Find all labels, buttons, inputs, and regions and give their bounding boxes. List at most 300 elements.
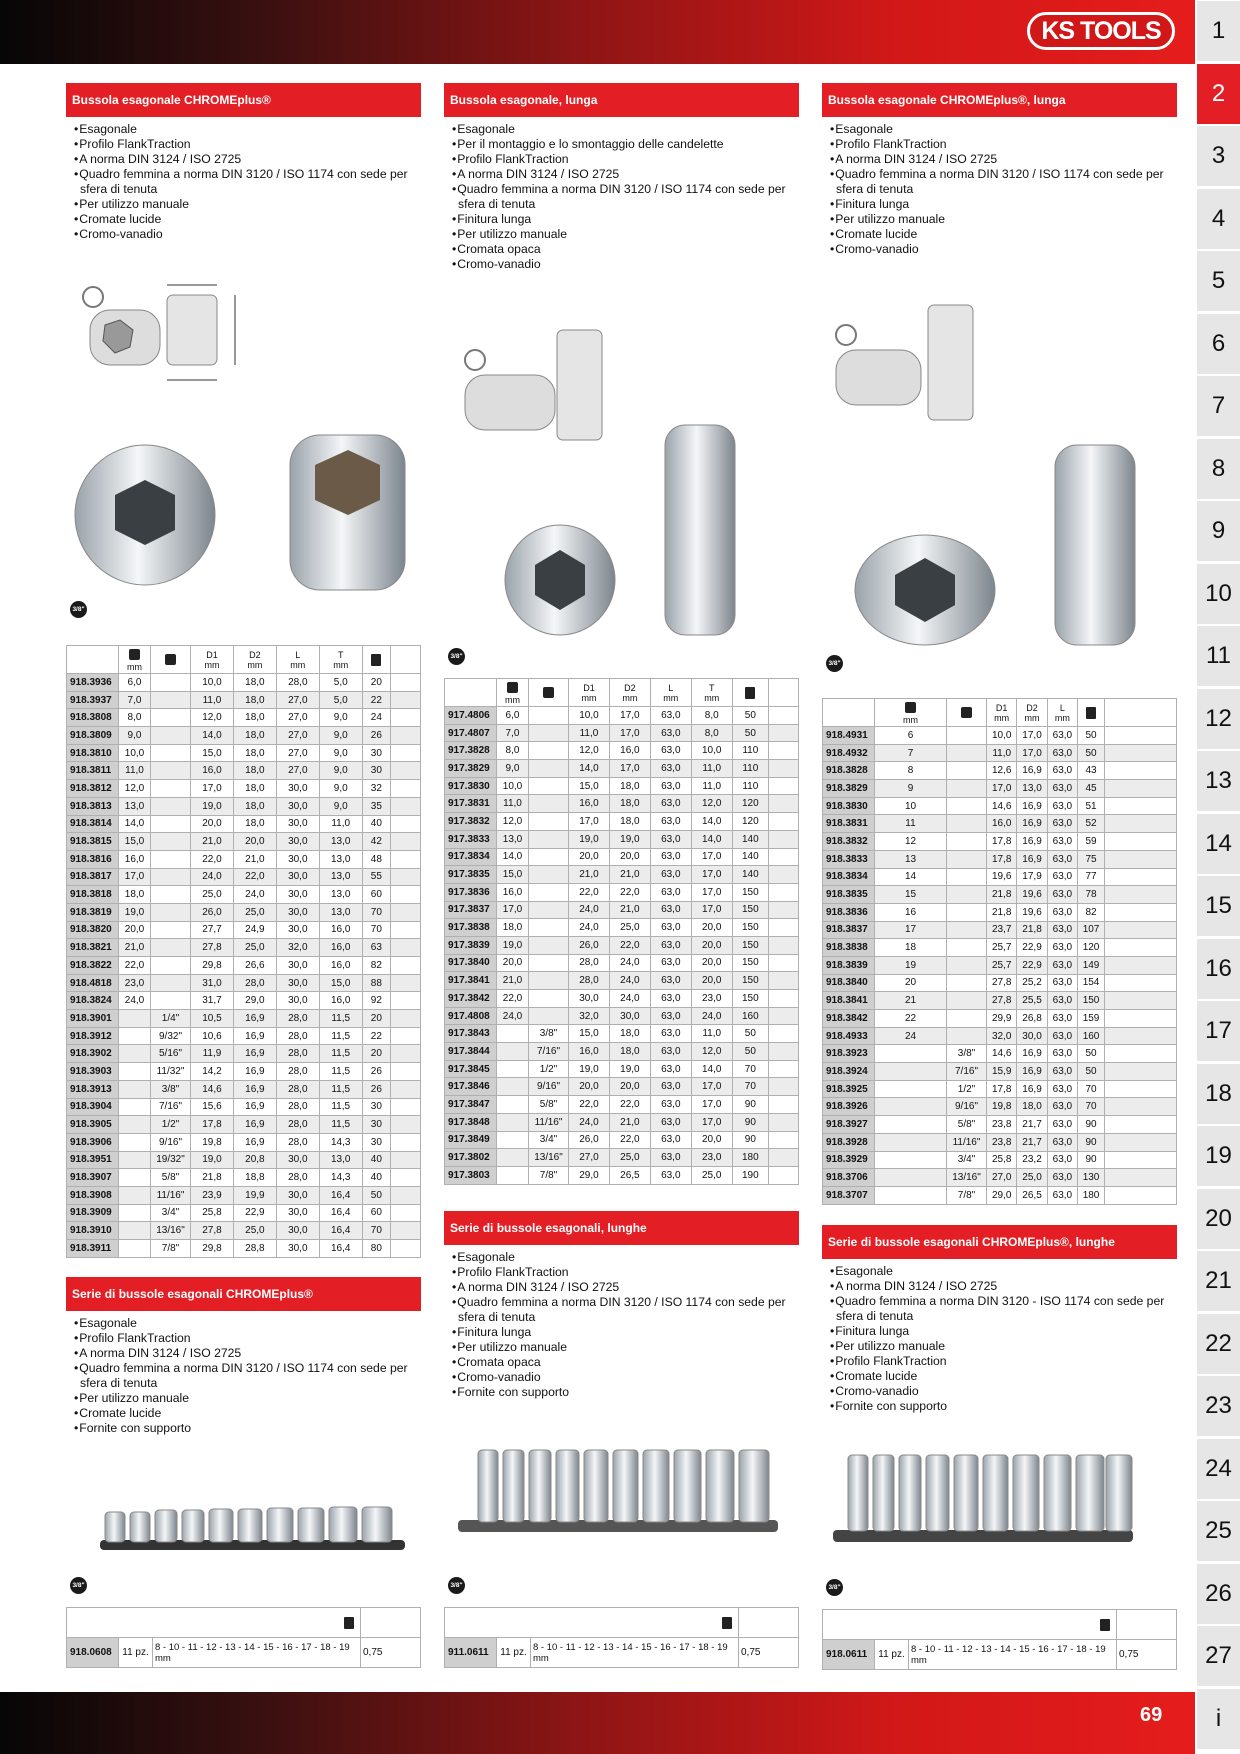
table-cell: 7 (875, 744, 947, 762)
table-row (67, 974, 421, 992)
table-cell: 24,0 (497, 1007, 529, 1025)
table-cell: 20,0 (691, 919, 732, 937)
table-cell: 27,8 (987, 974, 1017, 992)
chapter-tab-27[interactable]: 27 (1197, 1626, 1240, 1686)
table-cell: 160 (1078, 1027, 1105, 1045)
table-cell: 13,0 (319, 833, 362, 851)
empty-cell (391, 1116, 421, 1134)
feature-item: • Cromo-vanadio (450, 1370, 799, 1385)
empty-cell (391, 797, 421, 815)
table-row (823, 1151, 1177, 1169)
article-code: 918.3836 (823, 903, 875, 921)
table-cell: 27,0 (276, 691, 319, 709)
table-cell: 63,0 (1047, 1080, 1077, 1098)
table-row (445, 972, 799, 990)
table-cell: 30,0 (276, 833, 319, 851)
chapter-tab-16[interactable]: 16 (1197, 939, 1240, 999)
chapter-tab-18[interactable]: 18 (1197, 1064, 1240, 1124)
table-cell: 16,9 (233, 1010, 276, 1028)
article-code: 917.3847 (445, 1096, 497, 1114)
chapter-tab-11[interactable]: 11 (1197, 626, 1240, 686)
table-cell: 15,6 (191, 1098, 234, 1116)
table-row (67, 1010, 421, 1028)
article-code: 918.3907 (67, 1169, 119, 1187)
table-cell: 18,0 (233, 727, 276, 745)
table-cell: 18,0 (233, 780, 276, 798)
table-cell: 18,0 (119, 886, 151, 904)
table-cell (947, 1010, 987, 1028)
table-cell: 14,0 (691, 813, 732, 831)
table-cell: 20,0 (119, 921, 151, 939)
table-cell: 22,0 (569, 883, 610, 901)
table-cell (529, 760, 569, 778)
table-cell: 25,7 (987, 939, 1017, 957)
table-cell: 21,8 (191, 1169, 234, 1187)
table-row (67, 1116, 421, 1134)
table-cell: 29,0 (233, 992, 276, 1010)
table-cell: 19,6 (987, 868, 1017, 886)
table-cell: 50 (1078, 1045, 1105, 1063)
table-cell: 8,0 (119, 709, 151, 727)
feature-list (822, 122, 1177, 257)
feature-item: • Per utilizzo manuale (450, 1340, 799, 1355)
table-cell: 63,0 (1047, 886, 1077, 904)
table-row (445, 1131, 799, 1149)
table-cell: 78 (1078, 886, 1105, 904)
set-code: 918.0611 (823, 1640, 875, 1670)
feature-item: • Per utilizzo manuale (72, 1391, 421, 1406)
table-row (445, 1096, 799, 1114)
table-cell: 27,0 (276, 762, 319, 780)
empty-cell (769, 1025, 799, 1043)
table-cell: 9/32" (151, 1027, 191, 1045)
table-cell: 26,5 (1017, 1186, 1047, 1204)
chapter-tab-5[interactable]: 5 (1197, 251, 1240, 311)
article-code: 918.4933 (823, 1027, 875, 1045)
table-cell: 24 (875, 1027, 947, 1045)
empty-cell (391, 1204, 421, 1222)
table-cell: 7/8" (151, 1240, 191, 1258)
table-cell: 160 (732, 1007, 768, 1025)
chapter-tab-22[interactable]: 22 (1197, 1314, 1240, 1374)
table-cell: 27,0 (987, 1169, 1017, 1187)
table-cell: 17,0 (609, 707, 650, 725)
feature-item: • A norma DIN 3124 / ISO 2725 (72, 152, 421, 167)
table-cell: 42 (362, 833, 390, 851)
article-code: 917.4807 (445, 724, 497, 742)
empty-cell (1105, 1080, 1177, 1098)
table-row (823, 833, 1177, 851)
table-cell: 11,0 (691, 760, 732, 778)
chapter-tab-7[interactable]: 7 (1197, 376, 1240, 436)
table-cell: 20,0 (691, 954, 732, 972)
table-cell (875, 1080, 947, 1098)
table-row (823, 780, 1177, 798)
socket-set-photo (833, 1450, 1133, 1550)
table-cell: 19 (875, 956, 947, 974)
article-code: 918.3819 (67, 903, 119, 921)
table-cell (151, 903, 191, 921)
article-code: 917.3845 (445, 1060, 497, 1078)
table-cell: 10,0 (691, 742, 732, 760)
article-code: 918.3924 (823, 1063, 875, 1081)
article-code: 918.3818 (67, 886, 119, 904)
table-cell: 63,0 (650, 919, 691, 937)
table-cell: 17,8 (191, 1116, 234, 1134)
chapter-tab-24[interactable]: 24 (1197, 1439, 1240, 1499)
article-code: 918.3923 (823, 1045, 875, 1063)
table-cell: 12,0 (497, 813, 529, 831)
empty-cell (1105, 974, 1177, 992)
table-cell (947, 727, 987, 745)
table-cell: 50 (1078, 1063, 1105, 1081)
table-cell (119, 1045, 151, 1063)
table-cell: 21,0 (569, 866, 610, 884)
table-cell: 150 (732, 901, 768, 919)
table-cell: 70 (732, 1078, 768, 1096)
article-code: 917.3846 (445, 1078, 497, 1096)
article-code: 918.3834 (823, 868, 875, 886)
article-code: 918.3832 (823, 833, 875, 851)
article-code: 917.3833 (445, 830, 497, 848)
table-cell: 26 (362, 1080, 390, 1098)
table-cell: 17 (875, 921, 947, 939)
article-code: 917.3840 (445, 954, 497, 972)
table-cell (497, 1113, 529, 1131)
table-cell: 24,0 (569, 901, 610, 919)
empty-cell (1105, 1063, 1177, 1081)
article-code: 918.3837 (823, 921, 875, 939)
top-banner (0, 0, 1195, 64)
empty-cell (391, 1080, 421, 1098)
table-cell: 17,0 (1017, 727, 1047, 745)
section-title: Bussola esagonale CHROMEplus®, lunga (822, 83, 1177, 117)
table-cell: 21,0 (233, 850, 276, 868)
table-cell: 17,0 (609, 760, 650, 778)
chapter-tab-4[interactable]: 4 (1197, 189, 1240, 249)
table-cell: 18,0 (609, 1025, 650, 1043)
table-cell: 16,9 (1017, 1045, 1047, 1063)
product-table: mm D1 mm D2 mm L mm T mm 918.3936 6,0 10,0 18,0 28,0 5,0 20 918.3937 7,0 11,0 18,0 27,0 5,0 22 918.3808 8,0 12,0 18,0 27,0 9,0 24 918.3809 9,0 14,0 18,0 27,0 9,0 26 918.3810 10,0 15,0 18,0 27,0 9,0 30 918.3811 11,0 16,0 18,0 27,0 9,0 30 918.3812 12,0 17,0 18,0 30,0 9,0 32 918.3813 13,0 19,0 18,0 30,0 9,0 35 918.3814 14,0 20,0 18,0 30,0 11,0 40 918.3815 15,0 21,0 20,0 30,0 13,0 42 918.3816 16,0 22,0 21,0 30,0 13,0 48 918.3817 17,0 24,0 22,0 30,0 13,0 55 918.3818 18,0 25,0 24,0 30,0 13,0 60 918.3819 19,0 26,0 25,0 30,0 13,0 70 918.3820 20,0 27,7 24,9 30,0 16,0 70 918.3821 21,0 27,8 25,0 32,0 16,0 63 918.3822 22,0 29,8 26,6 30,0 16,0 82 918.4818 23,0 31,0 28,0 30,0 15,0 88 918.3824 24,0 31,7 29,0 30,0 16,0 92 918.3901 1/4" 10,5 16,9 28,0 11,5 20 918.3912 9/32" 10,6 16,9 28,0 11,5 22 918.3902 5/16" 11,9 16,9 28,0 11,5 20 918.3903 11/32" 14,2 16,9 28,0 11,5 26 918.3913 3/8" 14,6 16,9 28,0 11,5 26 918.3904 7/16" 15,6 16,9 28,0 11,5 30 918.3905 1/2" 17,8 16,9 28,0 11,5 30 918.3906 9/16" 19,8 16,9 28,0 14,3 30 918.3951 19/32" 19,0 20,8 30,0 13,0 40 918.3907 5/8" 21,8 18,8 28,0 14,3 40 918.3908 11/16" 23,9 19,9 30,0 16,4 50 918.3909 3/4" 25,8 22,9 30,0 16,4 60 918.3910 13/16" 27,8 25,0 30,0 16,4 70 918.3911 7/8" 29,8 28,8 30,0 16,4 80 (66, 645, 421, 1258)
empty-cell (391, 727, 421, 745)
table-cell (119, 1204, 151, 1222)
article-code: 917.3803 (445, 1166, 497, 1184)
empty-cell (391, 762, 421, 780)
chapter-tab-15[interactable]: 15 (1197, 876, 1240, 936)
empty-cell (1105, 727, 1177, 745)
chapter-tab-13[interactable]: 13 (1197, 751, 1240, 811)
article-code: 918.3830 (823, 797, 875, 815)
table-cell: 26,6 (233, 957, 276, 975)
empty-cell (1105, 992, 1177, 1010)
table-cell: 16,9 (233, 1063, 276, 1081)
table-cell: 23,0 (691, 990, 732, 1008)
table-cell: 90 (1078, 1116, 1105, 1134)
table-cell: 20,0 (609, 848, 650, 866)
table-cell: 26 (362, 727, 390, 745)
table-cell (947, 974, 987, 992)
table-cell: 9,0 (319, 797, 362, 815)
chapter-tab-19[interactable]: 19 (1197, 1126, 1240, 1186)
table-row (823, 956, 1177, 974)
table-cell: 12,0 (569, 742, 610, 760)
table-cell: 28,0 (276, 1080, 319, 1098)
table-cell: 14 (875, 868, 947, 886)
table-cell: 28,0 (276, 1010, 319, 1028)
table-row (67, 691, 421, 709)
table-row (823, 1116, 1177, 1134)
table-cell: 110 (732, 760, 768, 778)
table-cell (497, 1096, 529, 1114)
table-cell: 82 (362, 957, 390, 975)
article-code: 917.4806 (445, 707, 497, 725)
table-cell: 25,8 (191, 1204, 234, 1222)
table-cell: 30,0 (276, 957, 319, 975)
table-cell: 17,0 (691, 1113, 732, 1131)
chapter-tab-12[interactable]: 12 (1197, 689, 1240, 749)
article-code: 918.3905 (67, 1116, 119, 1134)
table-cell (529, 954, 569, 972)
section-hex-socket (66, 83, 421, 242)
empty-cell (391, 1133, 421, 1151)
table-cell (529, 883, 569, 901)
bottom-banner (0, 1692, 1195, 1754)
table-cell: 7/16" (947, 1063, 987, 1081)
article-code: 918.3926 (823, 1098, 875, 1116)
table-row (445, 1149, 799, 1167)
feature-item: • Esagonale (828, 1264, 1177, 1279)
empty-cell (769, 1043, 799, 1061)
table-cell: 3/8" (151, 1080, 191, 1098)
article-code: 917.3830 (445, 777, 497, 795)
table-cell: 63,0 (1047, 1063, 1077, 1081)
dimension-drawing (75, 275, 255, 405)
table-cell: 14,2 (191, 1063, 234, 1081)
set-table: 911.0611 11 pz. 8 - 10 - 11 - 12 - 13 - 14 - 15 - 16 - 17 - 18 - 19 mm 0,75 (444, 1607, 799, 1668)
socket-set-photo (100, 1500, 405, 1555)
table-cell: 16,0 (497, 883, 529, 901)
chapter-tab-6[interactable]: 6 (1197, 314, 1240, 374)
table-cell: 30,0 (276, 886, 319, 904)
table-row (823, 797, 1177, 815)
empty-cell (769, 707, 799, 725)
table-cell: 63,0 (650, 1007, 691, 1025)
table-cell: 150 (732, 972, 768, 990)
chapter-tabs (1195, 0, 1240, 1754)
table-cell: 70 (362, 921, 390, 939)
table-cell: 25,0 (233, 903, 276, 921)
table-cell: 11/16" (947, 1133, 987, 1151)
table-cell: 32,0 (569, 1007, 610, 1025)
table-row (445, 919, 799, 937)
table-cell: 30,0 (276, 780, 319, 798)
table-cell: 17,0 (691, 848, 732, 866)
brand-logo: KS TOOLS (1027, 12, 1175, 50)
table-row (445, 707, 799, 725)
table-cell: 19,9 (233, 1186, 276, 1204)
table-cell: 25,0 (1017, 1169, 1047, 1187)
chapter-tab-25[interactable]: 25 (1197, 1501, 1240, 1561)
table-cell: 9 (875, 780, 947, 798)
empty-cell (1105, 956, 1177, 974)
chapter-tab-8[interactable]: 8 (1197, 439, 1240, 499)
table-cell: 150 (732, 919, 768, 937)
chapter-tab-17[interactable]: 17 (1197, 1001, 1240, 1061)
table-cell: 18,0 (1017, 1098, 1047, 1116)
table-cell: 22,0 (569, 1096, 610, 1114)
chapter-tab-14[interactable]: 14 (1197, 814, 1240, 874)
table-row (823, 1133, 1177, 1151)
table-cell: 63,0 (1047, 992, 1077, 1010)
chapter-tab-20[interactable]: 20 (1197, 1189, 1240, 1249)
table-cell: 140 (732, 830, 768, 848)
table-cell: 28,0 (233, 974, 276, 992)
table-cell: 16,9 (1017, 833, 1047, 851)
table-cell: 22 (362, 691, 390, 709)
table-row (445, 742, 799, 760)
empty-cell (391, 1027, 421, 1045)
table-cell: 63,0 (650, 866, 691, 884)
table-cell: 17,9 (1017, 868, 1047, 886)
table-row (445, 1025, 799, 1043)
table-cell: 21,7 (1017, 1133, 1047, 1151)
chapter-tab-3[interactable]: 3 (1197, 126, 1240, 186)
table-cell: 32 (362, 780, 390, 798)
table-cell: 16,0 (987, 815, 1017, 833)
empty-cell (1105, 939, 1177, 957)
socket-set-photo (458, 1445, 778, 1540)
table-cell: 140 (732, 866, 768, 884)
table-row (67, 886, 421, 904)
empty-cell (769, 1149, 799, 1167)
table-row (67, 674, 421, 692)
table-cell: 12,0 (191, 709, 234, 727)
table-cell: 14,0 (691, 1060, 732, 1078)
section-title: Bussola esagonale, lunga (444, 83, 799, 117)
empty-cell (769, 972, 799, 990)
table-cell: 15 (875, 886, 947, 904)
article-code: 918.3816 (67, 850, 119, 868)
table-row (445, 1060, 799, 1078)
article-code: 918.3936 (67, 674, 119, 692)
empty-cell (1105, 850, 1177, 868)
article-code: 917.3835 (445, 866, 497, 884)
empty-cell (769, 1113, 799, 1131)
table-cell: 63,0 (1047, 939, 1077, 957)
product-photo (850, 440, 1150, 650)
table-cell: 13,0 (1017, 780, 1047, 798)
chapter-tab-1[interactable]: 1 (1197, 1, 1240, 61)
table-cell: 63,0 (650, 813, 691, 831)
table-cell: 3/8" (529, 1025, 569, 1043)
empty-cell (391, 815, 421, 833)
table-cell: 31,0 (191, 974, 234, 992)
empty-cell (1105, 1010, 1177, 1028)
table-cell: 11,0 (191, 691, 234, 709)
table-cell: 20 (362, 1010, 390, 1028)
table-cell: 18,8 (233, 1169, 276, 1187)
feature-item: • Cromata opaca (450, 242, 799, 257)
table-cell: 22,0 (119, 957, 151, 975)
table-cell: 16,9 (1017, 1063, 1047, 1081)
table-cell (497, 1078, 529, 1096)
feature-item: • Cromate lucide (72, 212, 421, 227)
table-cell (947, 762, 987, 780)
article-code: 918.3838 (823, 939, 875, 957)
article-code: 918.3808 (67, 709, 119, 727)
page-number: 69 (1140, 1704, 1163, 1726)
table-cell: 13,0 (119, 797, 151, 815)
table-cell: 16,9 (1017, 815, 1047, 833)
section-title: Serie di bussole esagonali CHROMEplus® (66, 1277, 421, 1311)
table-cell: 16,9 (1017, 797, 1047, 815)
table-cell: 12,6 (987, 762, 1017, 780)
article-code: 917.3836 (445, 883, 497, 901)
table-cell: 14,6 (191, 1080, 234, 1098)
table-cell (529, 830, 569, 848)
table-cell: 16,9 (233, 1027, 276, 1045)
chapter-tab-9[interactable]: 9 (1197, 501, 1240, 561)
table-cell (151, 674, 191, 692)
chapter-tab-23[interactable]: 23 (1197, 1376, 1240, 1436)
article-code: 918.3814 (67, 815, 119, 833)
table-cell: 63,0 (650, 742, 691, 760)
table-cell: 19,0 (609, 1060, 650, 1078)
section-set-chromeplus-long (822, 1225, 1177, 1414)
table-cell: 16,9 (1017, 850, 1047, 868)
empty-cell (769, 883, 799, 901)
table-cell: 63,0 (1047, 797, 1077, 815)
empty-cell (391, 903, 421, 921)
empty-cell (1105, 744, 1177, 762)
table-cell: 30 (362, 744, 390, 762)
table-cell: 150 (732, 883, 768, 901)
feature-item: • Cromo-vanadio (450, 257, 799, 272)
article-code: 918.3706 (823, 1169, 875, 1187)
chapter-tab-i[interactable]: i (1197, 1689, 1240, 1749)
table-cell: 3/4" (529, 1131, 569, 1149)
drive-size-badge: 3/8" (826, 1579, 843, 1596)
table-cell: 24,0 (119, 992, 151, 1010)
empty-cell (391, 939, 421, 957)
table-cell: 30,0 (1017, 1027, 1047, 1045)
table-cell (119, 1063, 151, 1081)
table-cell: 22,9 (1017, 939, 1047, 957)
empty-cell (769, 848, 799, 866)
chapter-tab-21[interactable]: 21 (1197, 1251, 1240, 1311)
chapter-tab-2[interactable]: 2 (1197, 64, 1240, 124)
hex-icon (129, 649, 140, 660)
table-cell: 140 (732, 848, 768, 866)
table-cell: 25,0 (691, 1166, 732, 1184)
table-cell (497, 1060, 529, 1078)
table-cell: 10,0 (119, 744, 151, 762)
table-cell (497, 1166, 529, 1184)
table-cell: 15,0 (191, 744, 234, 762)
feature-item: • Quadro femmina a norma DIN 3120 / ISO 1174 con sede per sfera di tenuta (828, 167, 1177, 197)
table-cell: 11,5 (319, 1010, 362, 1028)
table-cell: 16,4 (319, 1204, 362, 1222)
chapter-tab-10[interactable]: 10 (1197, 564, 1240, 624)
article-code: 918.3909 (67, 1204, 119, 1222)
feature-item: • Per utilizzo manuale (828, 1339, 1177, 1354)
table-cell: 13,0 (319, 850, 362, 868)
table-cell: 1/4" (151, 1010, 191, 1028)
chapter-tab-26[interactable]: 26 (1197, 1564, 1240, 1624)
table-cell: 18,0 (233, 797, 276, 815)
table-cell: 20,0 (191, 815, 234, 833)
table-cell: 159 (1078, 1010, 1105, 1028)
